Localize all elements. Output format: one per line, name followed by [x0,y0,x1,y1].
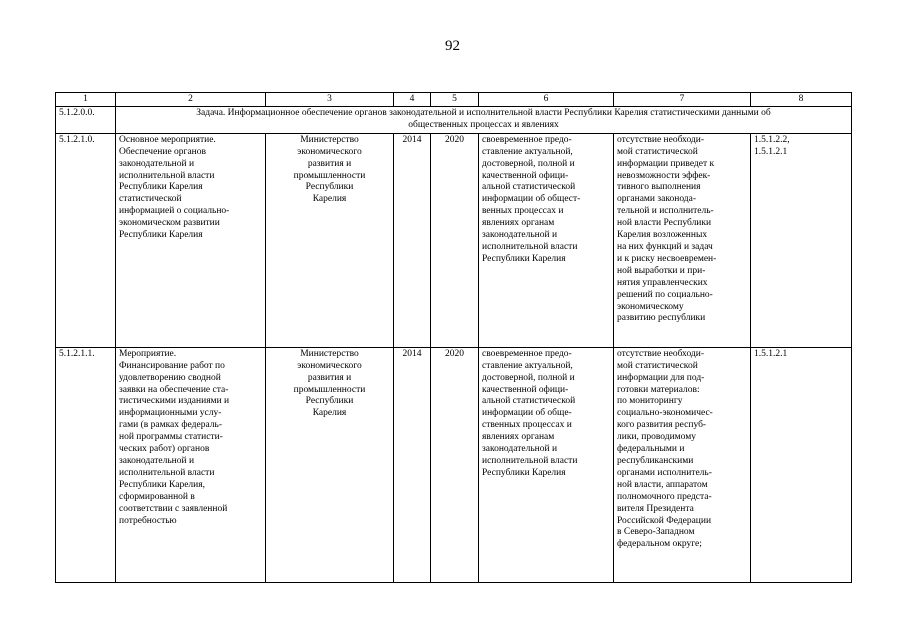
column-number: 4 [394,93,431,107]
end-year: 2020 [431,133,479,347]
measure-name: Мероприятие. Финансирование работ по удовлетворению сводной заявки на обеспечение ста- тистическими изданиями и информационными услу- гами (в рамках федераль- ной программы статисти- ческих работ) органов законодательной и исполнительной власти Республики Карелия, сформированной в соответствии с заявленной потребностью [116,347,266,582]
indicator-link: 1.5.1.2.1 [751,347,852,582]
task-row [56,107,852,134]
column-number-row [56,93,852,107]
column-number: 7 [614,93,751,107]
row-code: 5.1.2.1.0. [56,133,116,347]
table-row [56,133,852,347]
measure-name: Основное мероприятие. Обеспечение органов законодательной и исполнительной власти Республики Карелия статистической информацией о социально- экономическом развитии Республики Карелия [116,133,266,347]
row-code: 5.1.2.1.1. [56,347,116,582]
program-measures-table [55,92,852,583]
column-number: 3 [266,93,394,107]
executor: Министерство экономического развития и промышленности Республики Карелия [266,133,394,347]
task-description: Задача. Информационное обеспечение органов законодательной и исполнительной власти Республики Карелия статистическими данными об общественных процессах и явлениях [116,107,852,134]
column-number: 5 [431,93,479,107]
end-year: 2020 [431,347,479,582]
executor: Министерство экономического развития и промышленности Республики Карелия [266,347,394,582]
indicator-link: 1.5.1.2.2, 1.5.1.2.1 [751,133,852,347]
table-row [56,347,852,582]
start-year: 2014 [394,347,431,582]
column-number: 1 [56,93,116,107]
non-implementation-consequences: отсутствие необходи- мой статистической информации приведет к невозможности эффек- тивного выполнения органами законода- тельной и исполнитель- ной власти Республики Карелия возложенных на них функций и задач и к риску несвоевремен- ной выработки и при- нятия управленческих решений по социально- экономическому развитию республики [614,133,751,347]
page-number: 92 [445,38,460,54]
column-number: 2 [116,93,266,107]
task-code: 5.1.2.0.0. [56,107,116,134]
non-implementation-consequences: отсутствие необходи- мой статистической информации для под- готовки материалов: по мониторингу социально-экономичес- кого развития респуб- лики, проводимому федеральными и республиканскими органами исполнитель- ной власти, аппаратом полномочного предста- вителя Президента Российской Федерации в Северо-Западном федеральном округе; [614,347,751,582]
column-number: 6 [479,93,614,107]
start-year: 2014 [394,133,431,347]
column-number: 8 [751,93,852,107]
expected-result: своевременное предо- ставление актуальной, достоверной, полной и качественной офици- альной статистической информации об обще- ственных процессах и явлениях органам законодательной и исполнительной власти Республики Карелия [479,347,614,582]
expected-result: своевременное предо- ставление актуальной, достоверной, полной и качественной офици- альной статистической информации об общест- венных процессах и явлениях органам законодательной и исполнительной власти Республики Карелия [479,133,614,347]
